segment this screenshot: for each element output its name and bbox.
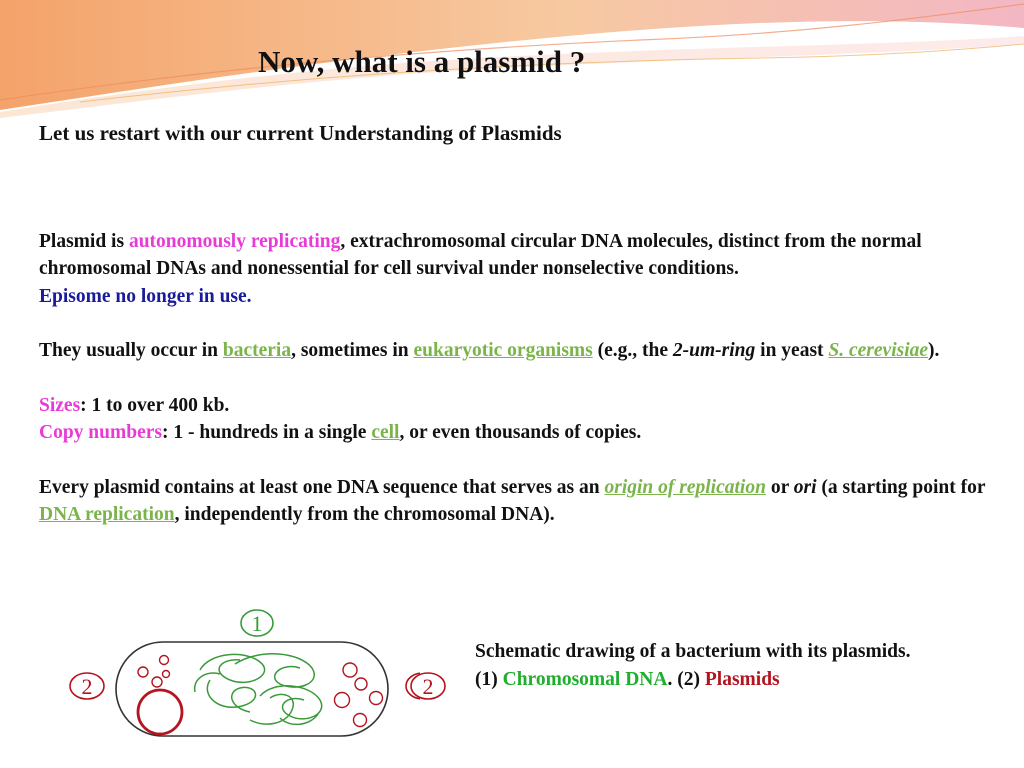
sizes-line: Sizes: 1 to over 400 kb.	[39, 394, 230, 416]
copy-numbers-line: Copy numbers: 1 - hundreds in a single cell, or even thousands of copies.	[39, 422, 642, 444]
caption-plasmids: Plasmids	[704, 669, 780, 690]
episome-note: Episome no longer in use.	[39, 285, 252, 307]
ring-term: 2-um-ring	[672, 340, 756, 362]
highlight-autonomously-replicating: autonomously replicating	[128, 231, 341, 252]
link-origin-of-replication[interactable]: origin of replication	[604, 476, 766, 498]
definition-paragraph: Plasmid is autonomously replicating, extrachromosomal circular DNA molecules, distinct from the normal chromosomal DNAs and nonessential for cell survival under nonselective conditions.	[39, 231, 922, 280]
link-eukaryotic-organisms[interactable]: eukaryotic organisms	[413, 340, 593, 362]
link-dna-replication[interactable]: DNA replication	[39, 503, 175, 525]
sizes-label: Sizes	[39, 394, 81, 416]
caption-chromosomal-dna: Chromosomal DNA	[502, 669, 668, 690]
link-s-cerevisiae[interactable]: S. cerevisiae	[828, 340, 929, 362]
bacterium-diagram	[60, 600, 420, 740]
ori-term: ori	[793, 476, 817, 498]
chromosomal-dna-icon	[195, 654, 322, 725]
copy-numbers-label: Copy numbers	[39, 422, 162, 444]
label-2-left-marker	[70, 673, 104, 699]
label-1-marker	[241, 610, 273, 636]
link-cell[interactable]: cell	[371, 422, 400, 444]
label-1-text: 1	[251, 611, 263, 636]
occurrence-paragraph: They usually occur in bacteria, sometimes in eukaryotic organisms (e.g., the 2-um-ring in yeast S. cerevisiae).	[39, 340, 940, 362]
label-2-left-text: 2	[81, 674, 93, 699]
label-2-right-badge	[408, 670, 448, 702]
label-2-right-text: 2	[422, 674, 434, 699]
diagram-caption	[475, 638, 995, 694]
link-bacteria[interactable]: bacteria	[222, 340, 292, 362]
caption-line-1: Schematic drawing of a bacterium with its plasmids.	[475, 641, 911, 662]
slide-body	[39, 228, 999, 528]
origin-paragraph: Every plasmid contains at least one DNA sequence that serves as an origin of replication or ori (a starting point for DNA replication, independently from the chromosomal DNA).	[39, 476, 986, 525]
slide-subtitle: Let us restart with our current Understanding of Plasmids	[39, 121, 562, 145]
caption-line-2: (1) Chromosomal DNA. (2) Plasmids	[475, 669, 780, 690]
slide-title: Now, what is a plasmid ?	[258, 44, 586, 79]
